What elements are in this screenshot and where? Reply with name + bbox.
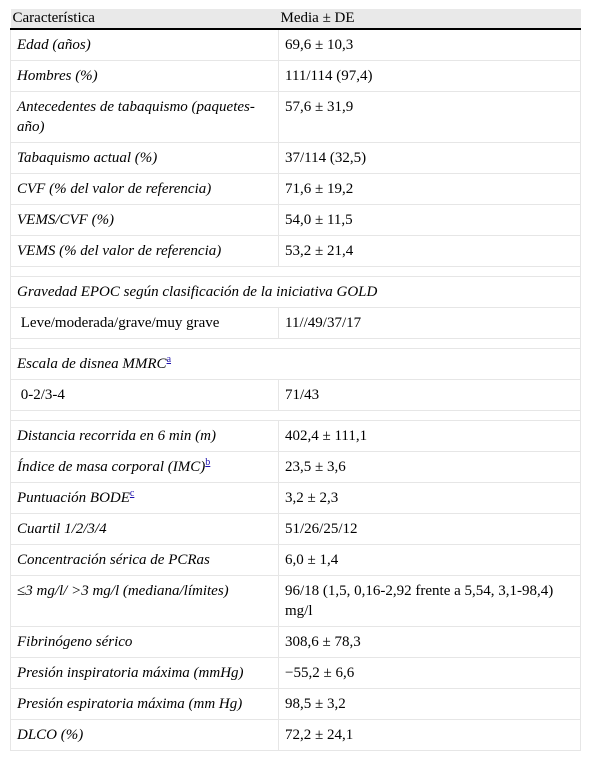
header-characteristic: Característica	[11, 9, 279, 29]
row-label: Edad (años)	[11, 29, 279, 61]
mmrc-heading-text: Escala de disnea MMRC	[17, 356, 167, 372]
row-label	[11, 308, 279, 339]
row-label: Tabaquismo actual (%)	[11, 143, 279, 174]
row-label: ≤3 mg/l/ >3 mg/l (mediana/límites)	[11, 576, 279, 627]
row-value: 111/114 (97,4)	[279, 61, 581, 92]
row-value: 54,0 ± 11,5	[279, 205, 581, 236]
row-value: 71/43	[279, 380, 581, 411]
characteristics-table	[10, 9, 581, 751]
row-value: 3,2 ± 2,3	[279, 483, 581, 514]
section-heading-row	[11, 277, 581, 308]
table-row	[11, 29, 581, 61]
table-spacer	[11, 339, 581, 349]
table-row	[11, 514, 581, 545]
row-label	[11, 452, 279, 483]
row-label: VEMS/CVF (%)	[11, 205, 279, 236]
row-label	[11, 483, 279, 514]
row-label: Fibrinógeno sérico	[11, 627, 279, 658]
row-value: 308,6 ± 78,3	[279, 627, 581, 658]
table-row	[11, 205, 581, 236]
footnote-link-c[interactable]: c	[129, 488, 135, 499]
row-value: 11//49/37/17	[279, 308, 581, 339]
table-row	[11, 380, 581, 411]
footnote-link-b[interactable]: b	[205, 457, 211, 468]
row-value: 37/114 (32,5)	[279, 143, 581, 174]
table-row	[11, 658, 581, 689]
header-mean-sd: Media ± DE	[279, 9, 581, 29]
row-label: CVF (% del valor de referencia)	[11, 174, 279, 205]
row-value: 6,0 ± 1,4	[279, 545, 581, 576]
section-heading-row	[11, 349, 581, 380]
row-value: 23,5 ± 3,6	[279, 452, 581, 483]
row-value: 96/18 (1,5, 0,16-2,92 frente a 5,54, 3,1-98,4) mg/l	[279, 576, 581, 627]
row-value: 53,2 ± 21,4	[279, 236, 581, 267]
table-row	[11, 720, 581, 751]
table-row	[11, 92, 581, 143]
row-label: Hombres (%)	[11, 61, 279, 92]
row-label: Presión inspiratoria máxima (mmHg)	[11, 658, 279, 689]
table-row	[11, 576, 581, 627]
row-label: VEMS (% del valor de referencia)	[11, 236, 279, 267]
table-spacer	[11, 267, 581, 277]
mmrc-label: 0-2/3-4	[20, 387, 65, 403]
table-header-row	[11, 9, 581, 29]
row-label	[11, 380, 279, 411]
table-row	[11, 627, 581, 658]
row-value: 402,4 ± 111,1	[279, 421, 581, 452]
table-row	[11, 174, 581, 205]
table-row	[11, 452, 581, 483]
row-label: Cuartil 1/2/3/4	[11, 514, 279, 545]
row-label: Presión espiratoria máxima (mm Hg)	[11, 689, 279, 720]
gold-section-heading: Gravedad EPOC según clasificación de la iniciativa GOLD	[11, 277, 581, 308]
row-value: 57,6 ± 31,9	[279, 92, 581, 143]
row-label: Antecedentes de tabaquismo (paquetes-año)	[11, 92, 279, 143]
row-value: 98,5 ± 3,2	[279, 689, 581, 720]
row-value: 71,6 ± 19,2	[279, 174, 581, 205]
row-value: 69,6 ± 10,3	[279, 29, 581, 61]
table-row	[11, 483, 581, 514]
row-label: Distancia recorrida en 6 min (m)	[11, 421, 279, 452]
row-value: −55,2 ± 6,6	[279, 658, 581, 689]
footnote-link-a[interactable]: a	[166, 354, 172, 365]
table-row	[11, 143, 581, 174]
table-spacer	[11, 411, 581, 421]
imc-label: Índice de masa corporal (IMC)	[17, 459, 206, 475]
table-row	[11, 421, 581, 452]
row-value: 51/26/25/12	[279, 514, 581, 545]
gold-label: Leve/moderada/grave/muy grave	[20, 315, 220, 331]
mmrc-section-heading	[11, 349, 581, 380]
row-value: 72,2 ± 24,1	[279, 720, 581, 751]
table-row	[11, 308, 581, 339]
bode-label: Puntuación BODE	[17, 490, 130, 506]
table-row	[11, 545, 581, 576]
table-row	[11, 236, 581, 267]
table-row	[11, 61, 581, 92]
row-label: DLCO (%)	[11, 720, 279, 751]
table-row	[11, 689, 581, 720]
row-label: Concentración sérica de PCRas	[11, 545, 279, 576]
